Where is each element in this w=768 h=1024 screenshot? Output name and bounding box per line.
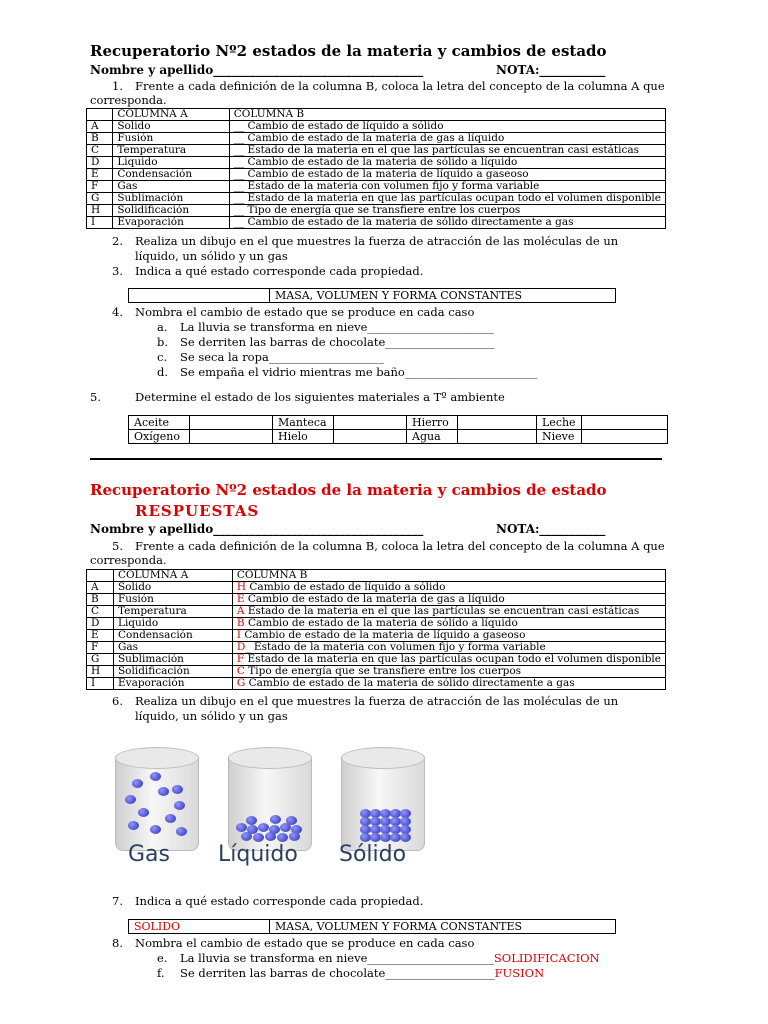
row-definition: __ Tipo de energía que se transfiere entre los cuerpos [229,205,665,217]
question-number: 2. [112,234,123,248]
row-definition [232,654,665,666]
liquid-particle [270,815,281,824]
question-text: líquido, un sólido y un gas [135,709,288,723]
row-concept: Solidificación [113,205,229,217]
row-letter: H [87,205,113,217]
answer-cell [581,430,667,444]
row-definition-text: Estado de la materia en que las partículas ocupan todo el volumen disponible [244,653,661,665]
row-concept: Solido [113,121,229,133]
question-text: Realiza un dibujo en el que muestres la fuerza de atracción de las moléculas de un [135,694,619,708]
material-cell: Leche [537,416,582,430]
property-cell: MASA, VOLUMEN Y FORMA CONSTANTES [270,920,616,934]
table-row [129,416,668,430]
row-definition-text: Estado de la materia en el que las partículas se encuentran casi estáticas [244,605,640,617]
answer-cell [190,430,273,444]
matching-table [86,108,666,229]
row-letter: F [87,642,114,654]
row-definition: __ Cambio de estado de la materia de líquido a gaseoso [229,169,665,181]
liquid-particle [258,823,269,832]
gas-particle [150,772,161,781]
materials-table [128,415,668,444]
list-item [180,951,600,965]
answers-subtitle: RESPUESTAS [135,502,260,520]
row-letter: G [87,193,113,205]
page-title: Recuperatorio Nº2 estados de la materia y cambios de estado [90,42,607,60]
row-concept: Fusión [113,133,229,145]
row-definition-text: Cambio de estado de la materia de sólido directamente a gas [245,677,575,689]
question-number: 5. [112,539,123,553]
question-number: 8. [112,936,123,950]
answer-cell [458,430,537,444]
question-text: Determine el estado de los siguientes materiales a Tº ambiente [135,390,505,404]
row-letter: H [87,666,114,678]
row-definition [232,678,665,690]
row-letter: F [87,181,113,193]
liquid-particle [277,833,288,842]
row-concept: Gas [113,181,229,193]
liquid-particle [246,816,257,825]
answer-cell [129,289,270,303]
liquid-caption: Líquido [218,842,298,867]
row-concept: Solidificación [113,666,232,678]
solid-caption: Sólido [339,842,407,867]
row-definition [232,594,665,606]
table-header-cell: COLUMNA B [229,109,665,121]
table-cell [87,109,113,121]
question-number: 3. [112,264,123,278]
liquid-particle [236,823,247,832]
row-answer: B [236,617,245,629]
answer-cell: SOLIDO [129,920,270,934]
row-concept: Sublimación [113,654,232,666]
liquid-particle [265,832,276,841]
material-cell: Aceite [129,416,190,430]
gas-particle [174,801,185,810]
table-row [87,606,666,618]
material-cell: Hielo [273,430,334,444]
table-header-cell: COLUMNA A [113,109,229,121]
table-row [87,181,666,193]
list-item: La lluvia se transforma en nieve______________________ [180,320,494,334]
gas-particle [158,787,169,796]
row-definition-text: Cambio de estado de la materia de sólido a líquido [244,617,518,629]
row-letter: G [87,654,114,666]
material-cell: Manteca [273,416,334,430]
table-row [87,217,666,229]
row-answer: H [236,581,247,593]
table-row [87,618,666,630]
gas-jar-rim [115,747,199,769]
material-cell: Oxígeno [129,430,190,444]
row-definition-text: Estado de la materia con volumen fijo y forma variable [250,641,546,653]
row-letter: I [87,217,113,229]
table-row [87,205,666,217]
table-header-cell: COLUMNA B [232,570,665,582]
row-concept: Evaporación [113,678,232,690]
gas-particle [150,825,161,834]
row-concept: Sublimación [113,193,229,205]
row-definition [232,630,665,642]
row-answer: E [236,593,245,605]
list-item-letter: b. [157,335,169,349]
row-letter: D [87,618,114,630]
liquid-particle [253,833,264,842]
table-row [87,145,666,157]
row-definition: __ Estado de la materia en el que las partículas se encuentran casi estáticas [229,145,665,157]
question-number: 5. [90,390,101,404]
material-cell: Hierro [407,416,458,430]
row-letter: A [87,121,113,133]
name-field-label: Nombre y apellido___________________________________ [90,63,424,77]
answer-cell [190,416,273,430]
table-row [87,678,666,690]
property-table [128,288,616,303]
question-text: corresponda. [90,93,167,107]
row-letter: A [87,582,114,594]
gas-jar [115,757,199,851]
table-row [87,666,666,678]
table-row [87,169,666,181]
row-letter: D [87,157,113,169]
row-definition [232,582,665,594]
table-row [87,121,666,133]
table-header-cell: COLUMNA A [113,570,232,582]
list-item: Se seca la ropa____________________ [180,350,384,364]
row-letter: E [87,630,114,642]
table-row [87,193,666,205]
list-item-letter: e. [157,951,168,965]
answer-cell [334,430,407,444]
row-answer: D_ [236,641,251,653]
row-answer: F [236,653,245,665]
list-item-letter: f. [157,966,165,980]
table-cell [87,570,114,582]
row-definition-text: Cambio de estado de la materia de líquido a gaseoso [241,629,526,641]
question-text: Realiza un dibujo en el que muestres la fuerza de atracción de las moléculas de un [135,234,619,248]
row-definition [232,606,665,618]
table-row [87,133,666,145]
material-cell: Agua [407,430,458,444]
row-answer: A [236,605,245,617]
row-concept: Condensación [113,169,229,181]
answers-property-table [128,919,616,934]
table-header-row [87,109,666,121]
row-concept: Temperatura [113,606,232,618]
gas-particle [128,821,139,830]
liquid-particle [289,832,300,841]
liquid-jar-rim [228,747,312,769]
question-text: corresponda. [90,553,167,567]
solid-particle [400,833,411,842]
table-row [87,582,666,594]
gas-particle [138,808,149,817]
row-letter: E [87,169,113,181]
row-definition: __ Estado de la materia con volumen fijo y forma variable [229,181,665,193]
grade-field-label: NOTA:___________ [496,522,606,536]
list-item: Se empaña el vidrio mientras me baño_______________________ [180,365,538,379]
material-cell: Nieve [537,430,582,444]
row-definition: __ Cambio de estado de la materia de gas a líquido [229,133,665,145]
gas-particle [165,814,176,823]
list-item-answer: SOLIDIFICACION [493,951,600,965]
question-text: Indica a qué estado corresponde cada propiedad. [135,264,424,278]
table-header-row [87,570,666,582]
row-definition: __ Cambio de estado de líquido a sólido [229,121,665,133]
row-answer: I [236,629,242,641]
table-row [129,430,668,444]
property-cell: MASA, VOLUMEN Y FORMA CONSTANTES [270,289,616,303]
answers-title: Recuperatorio Nº2 estados de la materia y cambios de estado [90,481,607,499]
question-text: Frente a cada definición de la columna B, coloca la letra del concepto de la columna A que [135,79,665,93]
table-row [129,289,616,303]
row-letter: B [87,594,114,606]
row-concept: Evaporación [113,217,229,229]
row-definition [232,642,665,654]
row-concept: Solido [113,582,232,594]
list-item-letter: c. [157,350,168,364]
question-text: Nombra el cambio de estado que se produce en cada caso [135,936,475,950]
row-concept: Gas [113,642,232,654]
question-number: 7. [112,894,123,908]
gas-particle [125,795,136,804]
answer-cell [581,416,667,430]
row-answer: C [236,665,245,677]
row-answer: G [236,677,246,689]
row-definition [232,666,665,678]
grade-field-label: NOTA:___________ [496,63,606,77]
liquid-particle [286,816,297,825]
question-number: 6. [112,694,123,708]
row-definition [232,618,665,630]
list-item-text: Se derriten las barras de chocolate___________________ [180,966,495,980]
row-letter: C [87,606,114,618]
gas-particle [176,827,187,836]
row-definition: __ Cambio de estado de la materia de sólido a líquido [229,157,665,169]
list-item-letter: a. [157,320,168,334]
answer-cell [458,416,537,430]
list-item-answer: FUSION [494,966,545,980]
table-row [87,630,666,642]
row-letter: C [87,145,113,157]
table-row [129,920,616,934]
row-letter: I [87,678,114,690]
row-definition-text: Cambio de estado de la materia de gas a líquido [244,593,505,605]
question-number: 1. [112,79,123,93]
table-row [87,594,666,606]
row-concept: Temperatura [113,145,229,157]
row-definition: __ Estado de la materia en que las partículas ocupan todo el volumen disponible [229,193,665,205]
solid-jar-rim [341,747,425,769]
name-field-label: Nombre y apellido___________________________________ [90,522,424,536]
table-row [87,654,666,666]
list-item-letter: d. [157,365,169,379]
row-concept: Liquido [113,157,229,169]
row-concept: Fusión [113,594,232,606]
gas-particle [172,785,183,794]
divider [90,458,662,460]
question-number: 4. [112,305,123,319]
answers-matching-table [86,569,666,690]
liquid-particle [241,832,252,841]
list-item: Se derriten las barras de chocolate___________________ [180,335,495,349]
list-item-text: La lluvia se transforma en nieve______________________ [180,951,494,965]
table-row [87,642,666,654]
table-row [87,157,666,169]
row-letter: B [87,133,113,145]
question-text: Nombra el cambio de estado que se produce en cada caso [135,305,475,319]
list-item [180,966,544,980]
row-concept: Condensación [113,630,232,642]
answer-cell [334,416,407,430]
question-text: Frente a cada definición de la columna B, coloca la letra del concepto de la columna A que [135,539,665,553]
gas-caption: Gas [128,842,170,867]
question-text: Indica a qué estado corresponde cada propiedad. [135,894,424,908]
row-definition-text: Tipo de energía que se transfiere entre los cuerpos [244,665,522,677]
gas-particle [132,779,143,788]
row-definition-text: Cambio de estado de líquido a sólido [246,581,446,593]
question-text: líquido, un sólido y un gas [135,249,288,263]
row-definition: __ Cambio de estado de la materia de sólido directamente a gas [229,217,665,229]
row-concept: Liquido [113,618,232,630]
